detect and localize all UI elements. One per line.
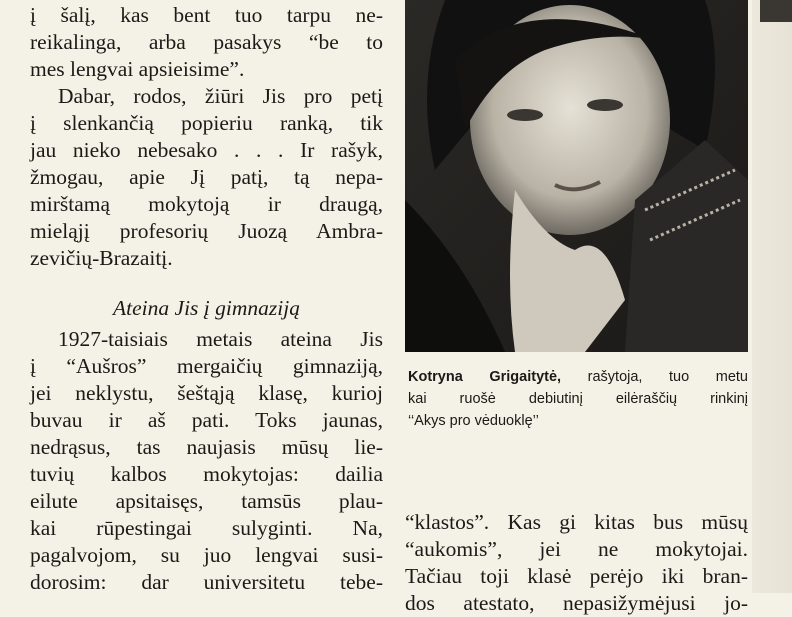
caption-name: Kotryna Grigaitytė, <box>408 369 562 385</box>
text-line: Tačiau toji klasė perėjo iki bran- <box>405 564 748 588</box>
photo-caption <box>408 366 748 432</box>
paragraph-3 <box>30 326 383 596</box>
text-line: pagalvojom, su juo lengvai susi- <box>30 543 383 567</box>
text-line: dos atestato, nepasižymėjusi jo- <box>405 591 748 615</box>
caption-text: rašytoja, tuo metu <box>561 369 748 385</box>
text-line: žmogau, apie Jį patį, tą nepa- <box>30 165 383 189</box>
text-line: 1927-taisiais metais ateina Jis <box>58 327 383 351</box>
left-text-column <box>30 2 383 596</box>
text-line: “klastos”. Kas gi kitas bus mūsų <box>405 510 748 534</box>
caption-line: ‘‘Akys pro vėduoklę’’ <box>408 413 539 429</box>
right-text-column <box>405 509 748 617</box>
paragraph-2 <box>30 83 383 272</box>
text-line: buvau ir aš pati. Toks jaunas, <box>30 408 383 432</box>
text-line: reikalinga, arba pasakys “be to <box>30 30 383 54</box>
text-line: į šalį, kas bent tuo tarpu ne- <box>30 3 383 27</box>
text-line: tuvių kalbos mokytojas: dailia <box>30 462 383 486</box>
caption-line: kai ruošė debiutinį eilėraščių rinkinį <box>408 391 748 407</box>
text-line: mirštamą mokytoją ir draugą, <box>30 192 383 216</box>
text-line: į slenkančią popieriu ranką, tik <box>30 111 383 135</box>
text-line: į “Aušros” mergaičių gimnaziją, <box>30 354 383 378</box>
text-line: zevičių-Brazaitį. <box>30 246 173 270</box>
text-line: jei neklystu, šeštąją klasę, kurioj <box>30 381 383 405</box>
page-edge <box>752 0 792 593</box>
text-line: mes lengvai apsieisime”. <box>30 57 245 81</box>
text-line: Dabar, rodos, žiūri Jis pro petį <box>58 84 383 108</box>
portrait-photo <box>405 0 748 352</box>
edge-shadow <box>760 0 792 22</box>
text-line: eilute apsitaisęs, tamsūs plau- <box>30 489 383 513</box>
text-line: jau nieko nebesako . . . Ir rašyk, <box>30 138 383 162</box>
text-line: dorosim: dar universitetu tebe- <box>30 570 383 594</box>
text-line: “aukomis”, jei ne mokytojai. <box>405 537 748 561</box>
paragraph-1 <box>30 2 383 83</box>
text-line: mieląjį profesorių Juozą Ambra- <box>30 219 383 243</box>
text-line: kai rūpestingai sulyginti. Na, <box>30 516 383 540</box>
section-heading: Ateina Jis į gimnaziją <box>113 296 300 320</box>
caption-line <box>408 366 748 388</box>
text-line: nedrąsus, tas naujasis mūsų lie- <box>30 435 383 459</box>
